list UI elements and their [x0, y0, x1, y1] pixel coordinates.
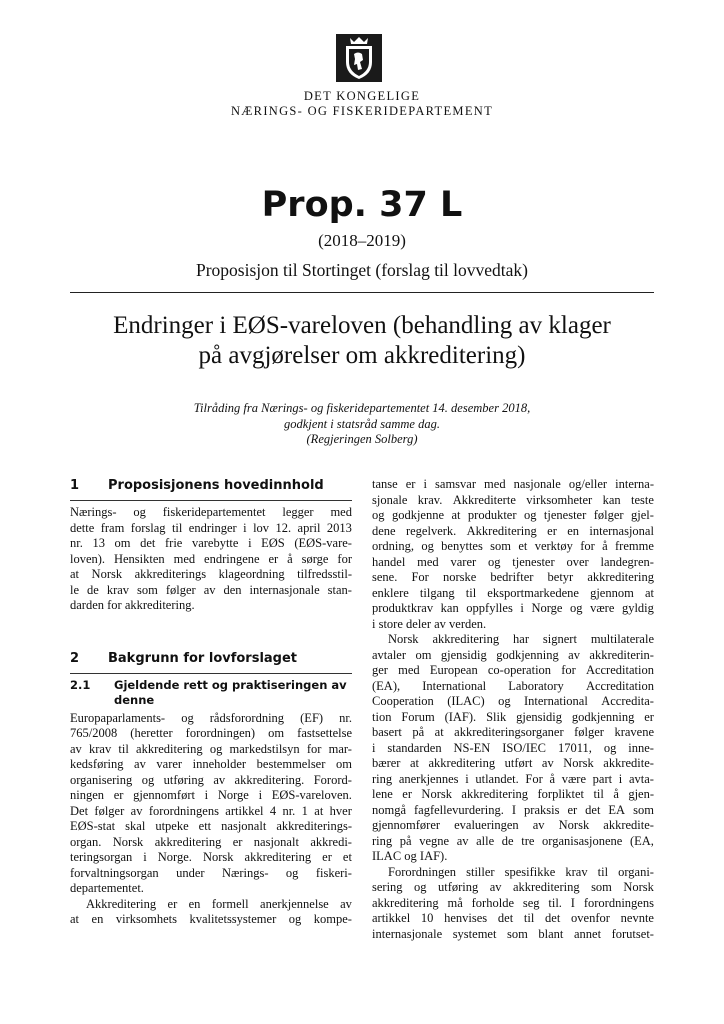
section-title: Proposisjonens hovedinnhold	[108, 478, 324, 493]
text-line: ILAC og IAF).	[372, 849, 448, 863]
title-line-2: på avgjørelser om akkreditering)	[198, 342, 526, 369]
text-line: ningen er gjennomført i Norge i EØS-vareloven.	[70, 788, 352, 802]
ministry-name	[0, 89, 724, 118]
section-2-1-heading	[70, 678, 352, 708]
text-line: Nærings- og fiskeridepartementet legger med	[70, 505, 352, 519]
proposition-type: Proposisjon til Stortinget (forslag til lovvedtak)	[196, 260, 528, 280]
text-line: Norsk akkreditering har signert multilaterale	[388, 632, 654, 646]
text-line: enklere tilgang til eksportmarkedene gjennom at	[372, 585, 654, 600]
text-line: ordning, og benyttes som et verktøy for å fremme	[372, 539, 654, 553]
text-line: Cooperation (ILAC) og International Accredita-	[372, 694, 654, 708]
text-line: kedsføring av varer inneholder bestemmelser om	[70, 757, 352, 771]
text-line: 765/2008 (heretter forordningen) om fastsettelse	[70, 726, 352, 740]
text-line: le de krav som følger av den internasjonale stan-	[70, 582, 352, 597]
text-line: sene. For norske bedrifter betyr akkreditering	[372, 570, 654, 584]
section-1-body	[70, 505, 352, 614]
text-line: lene er Norsk akkreditering forpliktet til å gjen-	[372, 787, 654, 801]
approval-note	[70, 401, 654, 448]
text-line: i standarden NS-EN ISO/IEC 17011, og inne-	[372, 740, 654, 755]
proposition-number: Prop. 37 L	[261, 185, 463, 225]
text-line: dette fram forslag til endringer i lov 12. april 2013	[70, 520, 352, 535]
text-line: basert på at akkrediteringsorganer følger kravene	[372, 725, 654, 739]
text-line: (EA), International Laboratory Accreditation	[372, 678, 654, 693]
section-number: 2	[70, 650, 80, 666]
title-line-1: Endringer i EØS-vareloven (behandling av klager	[113, 312, 611, 339]
text-line: sering og utføring av akkreditering som Norsk	[372, 880, 654, 894]
right-paragraph-1	[372, 477, 654, 632]
text-line: Akkreditering er en formell anerkjennelse av	[86, 896, 352, 911]
text-line: bærer at akkreditering utført av Norsk akkredite-	[372, 756, 654, 770]
text-line: tion Forum (IAF). Slik gjensidig godkjenning er	[372, 709, 654, 724]
text-line: Europaparlaments- og rådsforordning (EF) nr.	[70, 710, 352, 725]
right-paragraph-2	[372, 632, 654, 865]
text-line: darden for akkreditering.	[70, 598, 195, 612]
text-line: organ. Norsk akkreditering er nasjonalt akkredi-	[70, 834, 352, 849]
text-line: sjonale krav. Akkrediterte virksomheter kan teste	[372, 492, 654, 507]
approval-line-3: (Regjeringen Solberg)	[306, 432, 418, 446]
text-line: forvaltningsorgan under Nærings- og fiskeri-	[70, 865, 352, 880]
coat-of-arms-icon	[336, 34, 382, 82]
ministry-line-2: NÆRINGS- OG FISKERIDEPARTEMENT	[230, 103, 494, 118]
subsection-title-line-1: Gjeldende rett og praktiseringen av	[114, 677, 347, 692]
text-line: ger med European co-operation for Accreditation	[372, 663, 654, 677]
section-number: 1	[70, 478, 80, 493]
approval-line-1: Tilråding fra Nærings- og fiskeridepartementet 14. desember 2018,	[193, 401, 531, 415]
text-line: dene regelverk. Akkreditering er en internasjonal	[372, 523, 654, 538]
section-2-heading	[70, 650, 352, 674]
left-column	[70, 477, 352, 928]
text-line: artikkel 10 henvises det til det ovenfor nevnte	[372, 911, 654, 925]
text-line: loven). Hensikten med endringene er å sørge for	[70, 551, 352, 566]
right-paragraph-3	[372, 865, 654, 943]
text-line: organisering og utføring av akkreditering. Forord-	[70, 772, 352, 787]
text-line: teringsorgan i Norge. Norsk akkreditering er et	[70, 850, 352, 864]
text-line: Forordningen stiller spesifikke krav til organi-	[388, 864, 654, 879]
text-line: nomgå fagfellevurdering. I praksis er det EA som	[372, 802, 654, 817]
text-line: at Norsk akkrediterings klageordning tilfredsstil-	[70, 567, 352, 581]
right-column	[372, 477, 654, 942]
approval-line-2: godkjent i statsråd samme dag.	[284, 416, 440, 431]
subsection-title-line-2: denne	[114, 692, 155, 707]
section-1-heading	[70, 477, 352, 501]
title-divider	[70, 292, 654, 293]
text-line: ring på vegne av alle de tre organisasjonene (EA,	[372, 833, 654, 848]
text-line: i store deler av verden.	[372, 616, 487, 631]
text-line: produktkrav kan oppfylles i Norge og være gyldig	[372, 601, 654, 615]
text-line: tanse er i samsvar med nasjonale og/eller interna-	[372, 477, 654, 491]
subsection-number: 2.1	[70, 677, 91, 692]
session-period: (2018–2019)	[318, 231, 406, 250]
text-line: nr. 13 om det frie varebytte i EØS (EØS-vare-	[70, 536, 352, 550]
section-2-1-paragraph-2	[70, 897, 352, 928]
text-line: EØS-stat skal utpeke ett nasjonalt akkrediterings-	[70, 819, 352, 833]
text-line: og godkjenne at produkter og tjenester følger gjel-	[372, 508, 654, 522]
ministry-line-1: DET KONGELIGE	[303, 89, 421, 103]
text-line: av krav til akkreditering og markedstilsyn for mar-	[70, 741, 352, 756]
text-line: akkreditering må forholde seg til. I forordningens	[372, 895, 654, 910]
text-line: departementet.	[70, 881, 144, 895]
text-line: avtaler om gjensidig godkjenning av akkrediterin-	[372, 647, 654, 662]
text-line: Det følger av forordningens artikkel 4 nr. 1 at hver	[70, 803, 352, 818]
section-2-1-paragraph-1	[70, 711, 352, 897]
text-line: gjennomfører evalueringen av Norsk akkredite-	[372, 818, 654, 832]
text-line: handel med varer og tjenester over landegren-	[372, 554, 654, 569]
text-line: ring anerkjennes i utlandet. For å være part i avta-	[372, 771, 654, 786]
text-line: at en virksomhets kvalitetssystemer og kompe-	[70, 912, 352, 926]
text-line: internasjonale systemet som blant annet forutset-	[372, 926, 654, 941]
document-title	[70, 311, 654, 371]
section-title: Bakgrunn for lovforslaget	[108, 650, 298, 666]
